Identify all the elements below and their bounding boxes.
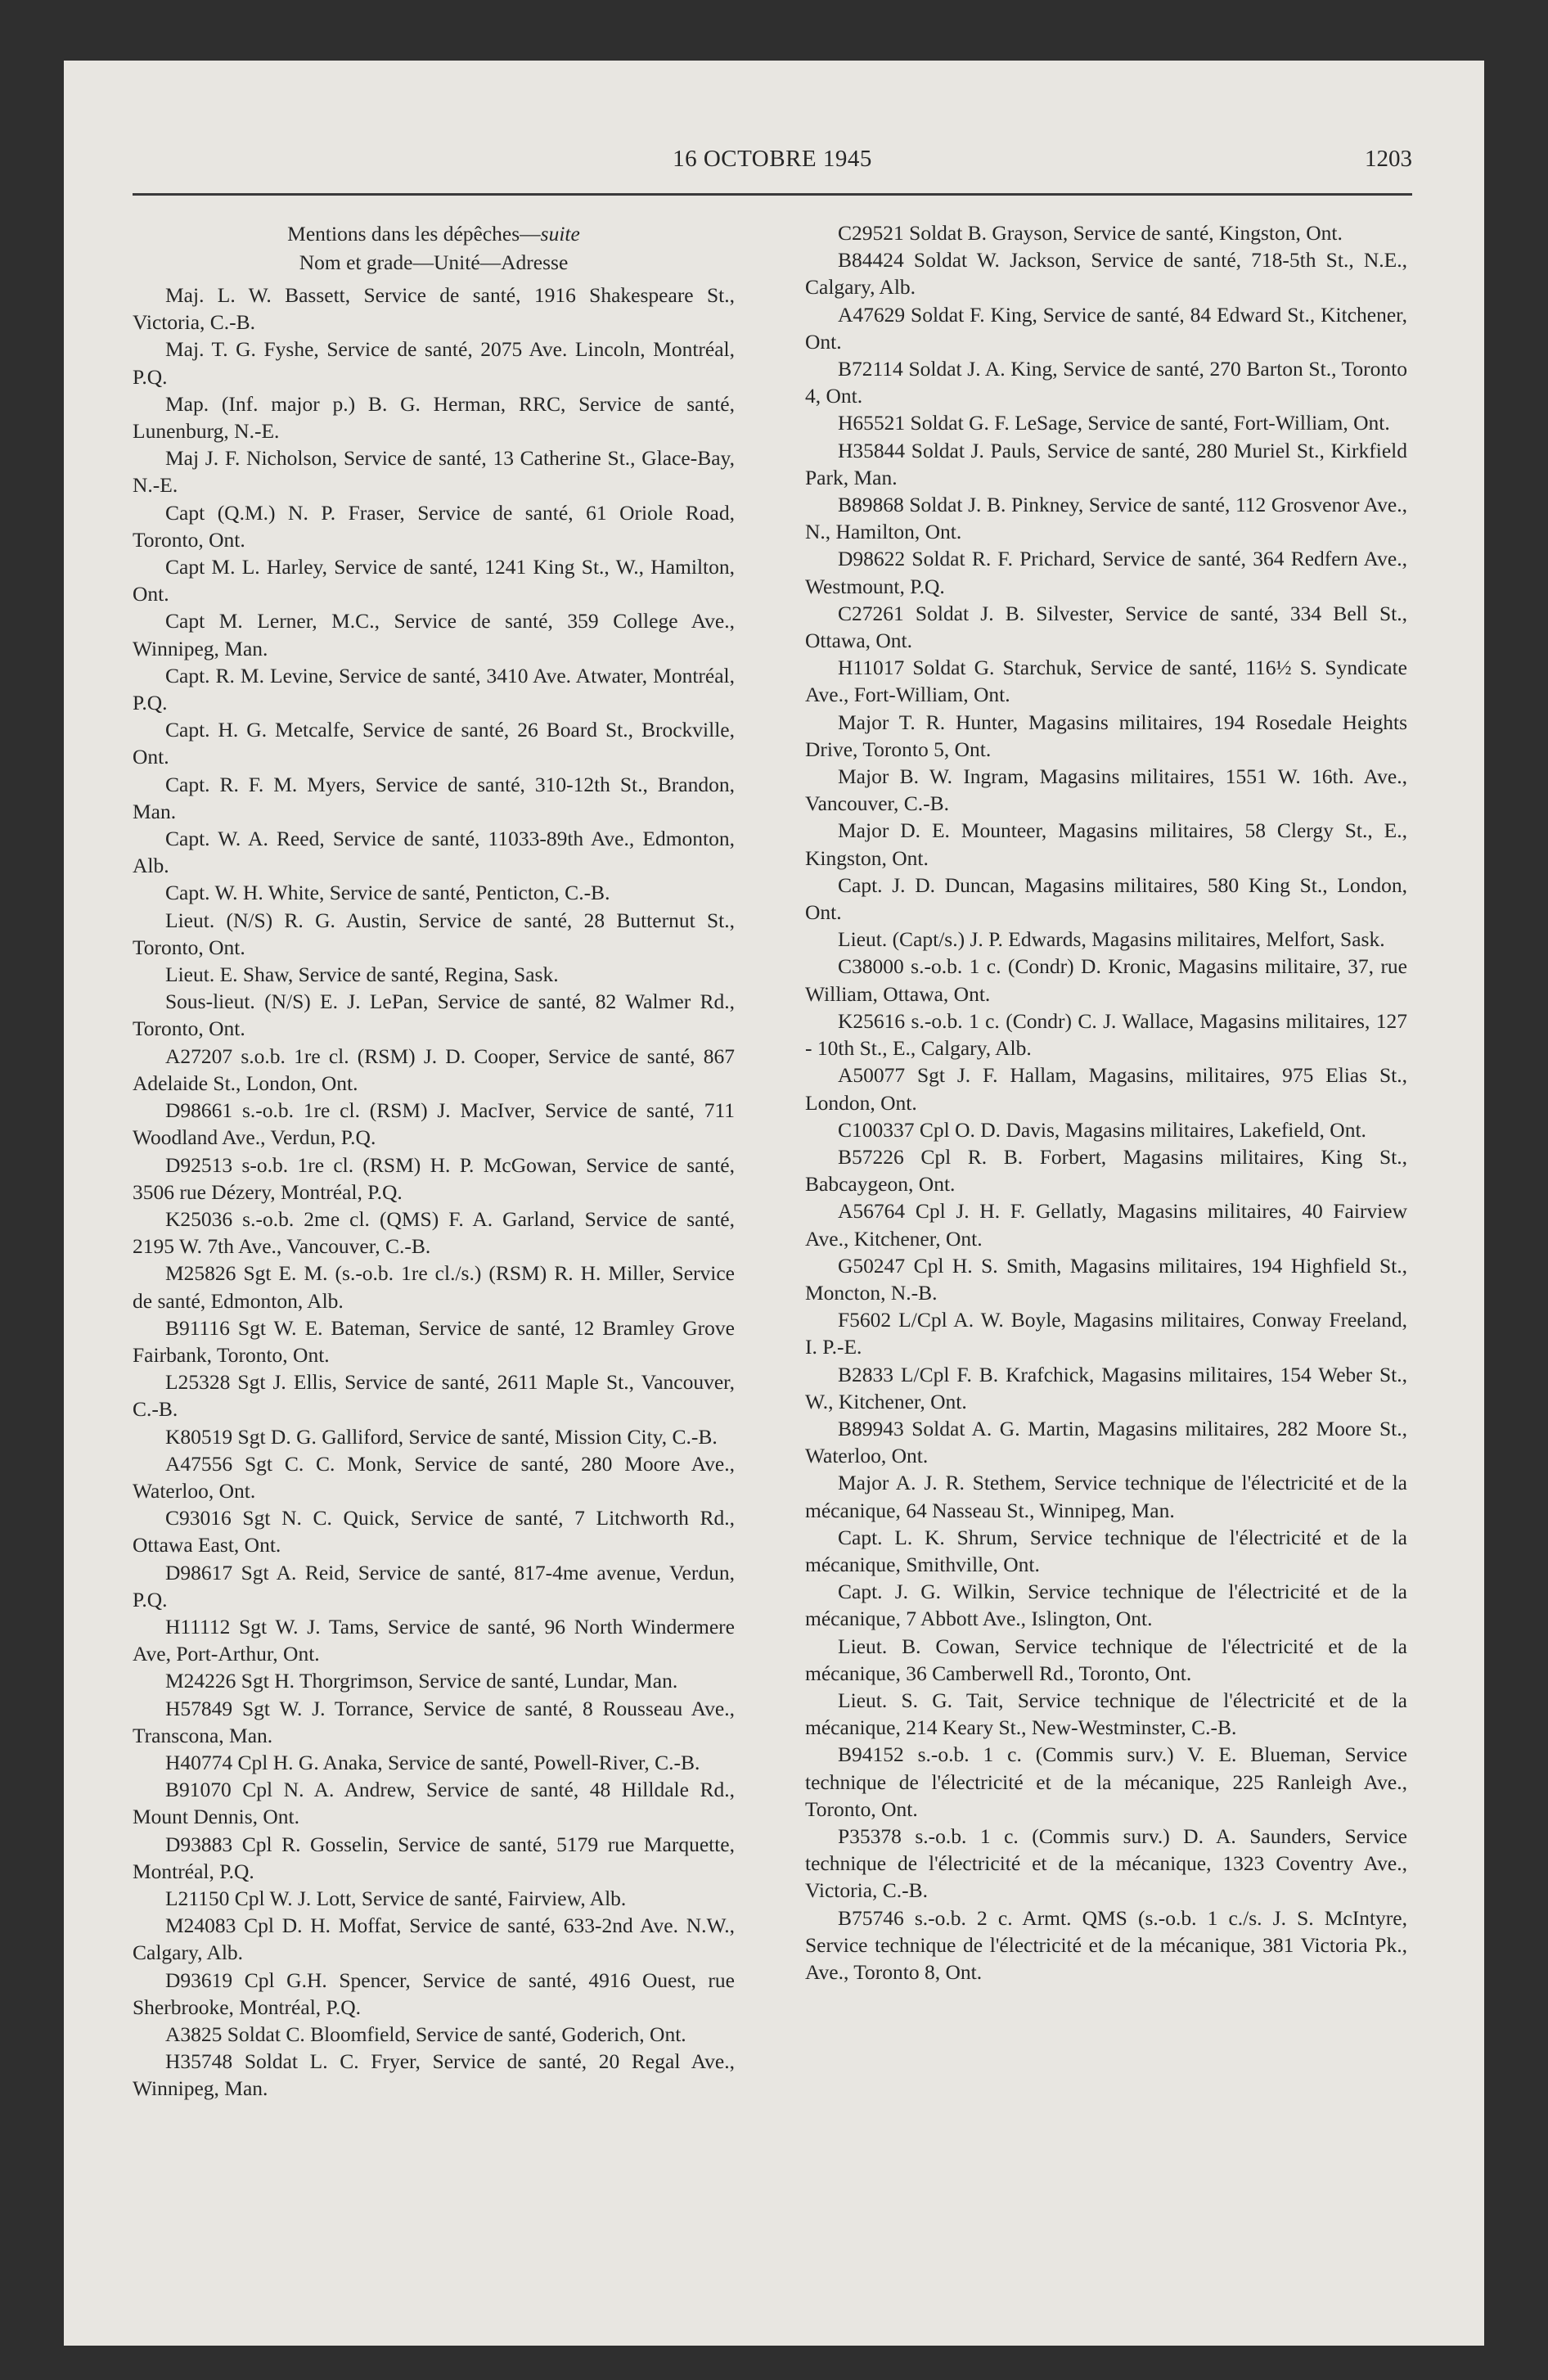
list-item: B72114 Soldat J. A. King, Service de santé, 270 Barton St., Toronto 4, Ont. <box>805 357 1407 408</box>
list-item: D98622 Soldat R. F. Prichard, Service de santé, 364 Redfern Ave., Westmount, P.Q. <box>805 547 1407 598</box>
list-item: M25826 Sgt E. M. (s.-o.b. 1re cl./s.) (RSM) R. H. Miller, Service de santé, Edmonton, Alb. <box>133 1261 735 1313</box>
list-item: A47556 Sgt C. C. Monk, Service de santé, 280 Moore Ave., Waterloo, Ont. <box>133 1451 735 1503</box>
list-item: Map. (Inf. major p.) B. G. Herman, RRC, Service de santé, Lunenburg, N.-E. <box>133 391 735 444</box>
list-item: B75746 s.-o.b. 2 c. Armt. QMS (s.-o.b. 1 c./s. J. S. McIntyre, Service technique de l'électricité et de la mécanique, 381 Victoria Pk., Ave., Toronto 8, Ont. <box>805 1905 1407 1984</box>
list-item: L21150 Cpl W. J. Lott, Service de santé, Fairview, Alb. <box>165 1886 627 1910</box>
list-item: H35844 Soldat J. Pauls, Service de santé, 280 Muriel St., Kirkfield Park, Man. <box>805 438 1407 489</box>
list-item: B2833 L/Cpl F. B. Krafchick, Magasins militaires, 154 Weber St., W., Kitchener, Ont. <box>805 1362 1407 1413</box>
page-number: 1203 <box>1365 146 1412 172</box>
list-item: B57226 Cpl R. B. Forbert, Magasins militaires, King St., Babcaygeon, Ont. <box>805 1144 1407 1197</box>
list-item: C93016 Sgt N. C. Quick, Service de santé, 7 Litchworth Rd., Ottawa East, Ont. <box>133 1506 735 1557</box>
list-item: Capt. J. D. Duncan, Magasins militaires, 580 King St., London, Ont. <box>805 872 1407 925</box>
list-item: H11112 Sgt W. J. Tams, Service de santé, 96 North Windermere Ave, Port-Arthur, Ont. <box>133 1614 735 1666</box>
list-item: Maj. T. G. Fyshe, Service de santé, 2075 Ave. Lincoln, Montréal, P.Q. <box>133 337 735 389</box>
list-item: C38000 s.-o.b. 1 c. (Condr) D. Kronic, Magasins militaire, 37, rue William, Ottawa, Ont. <box>805 954 1407 1006</box>
list-item: Capt. W. A. Reed, Service de santé, 11033-89th Ave., Edmonton, Alb. <box>133 827 735 878</box>
list-item: D92513 s-o.b. 1re cl. (RSM) H. P. McGowan, Service de santé, 3506 rue Dézery, Montréal, P.Q. <box>133 1152 735 1204</box>
list-item: A56764 Cpl J. H. F. Gellatly, Magasins militaires, 40 Fairview Ave., Kitchener, Ont. <box>805 1199 1407 1251</box>
list-item: B89943 Soldat A. G. Martin, Magasins militaires, 282 Moore St., Waterloo, Ont. <box>805 1416 1407 1468</box>
list-item: K25616 s.-o.b. 1 c. (Condr) C. J. Wallace, Magasins militaires, 127 - 10th St., E., Calgary, Alb. <box>805 1008 1407 1061</box>
list-item: Major B. W. Ingram, Magasins militaires, 1551 W. 16th. Ave., Vancouver, C.-B. <box>805 764 1407 816</box>
header-date: 16 OCTOBRE 1945 <box>673 146 872 172</box>
list-item: Capt M. Lerner, M.C., Service de santé, 359 College Ave., Winnipeg, Man. <box>133 609 735 660</box>
section-heading-suffix: suite <box>540 222 580 246</box>
list-item: A27207 s.o.b. 1re cl. (RSM) J. D. Cooper, Service de santé, 867 Adelaide St., London, Ont. <box>133 1044 735 1095</box>
list-item: H11017 Soldat G. Starchuk, Service de santé, 116½ S. Syndicate Ave., Fort-William, Ont. <box>805 656 1407 707</box>
list-item: B91070 Cpl N. A. Andrew, Service de santé, 48 Hilldale Rd., Mount Dennis, Ont. <box>133 1778 735 1829</box>
list-item: Sous-lieut. (N/S) E. J. LePan, Service de santé, 82 Walmer Rd., Toronto, Ont. <box>133 989 735 1041</box>
section-heading-main: Mentions dans les dépêches— <box>287 222 541 246</box>
list-item: D93619 Cpl G.H. Spencer, Service de santé, 4916 Ouest, rue Sherbrooke, Montréal, P.Q. <box>133 1968 735 2019</box>
list-item: D98661 s.-o.b. 1re cl. (RSM) J. MacIver, Service de santé, 711 Woodland Ave., Verdun, P.Q. <box>133 1098 735 1150</box>
list-item: Capt. L. K. Shrum, Service technique de l'électricité et de la mécanique, Smithville, Ont. <box>805 1525 1407 1576</box>
list-item: Lieut. E. Shaw, Service de santé, Regina, Sask. <box>165 962 559 987</box>
list-item: B89868 Soldat J. B. Pinkney, Service de santé, 112 Grosvenor Ave., N., Hamilton, Ont. <box>805 493 1407 544</box>
list-item: Lieut. S. G. Tait, Service technique de l'électricité et de la mécanique, 214 Keary St., New-Westminster, C.-B. <box>805 1688 1407 1740</box>
list-item: C27261 Soldat J. B. Silvester, Service de santé, 334 Bell St., Ottawa, Ont. <box>805 601 1407 653</box>
list-item: C29521 Soldat B. Grayson, Service de santé, Kingston, Ont. <box>838 221 1343 245</box>
list-item: Capt M. L. Harley, Service de santé, 1241 King St., W., Hamilton, Ont. <box>133 555 735 606</box>
right-column <box>805 219 1407 1986</box>
list-item: B91116 Sgt W. E. Bateman, Service de santé, 12 Bramley Grove Fairbank, Toronto, Ont. <box>133 1315 735 1367</box>
list-item: Capt. H. G. Metcalfe, Service de santé, 26 Board St., Brockville, Ont. <box>133 718 735 769</box>
list-item: Capt. W. H. White, Service de santé, Penticton, C.-B. <box>165 881 610 905</box>
list-item: H65521 Soldat G. F. LeSage, Service de santé, Fort-William, Ont. <box>838 411 1390 435</box>
list-item: H40774 Cpl H. G. Anaka, Service de santé, Powell-River, C.-B. <box>165 1750 700 1774</box>
list-item: G50247 Cpl H. S. Smith, Magasins militaires, 194 Highfield St., Moncton, N.-B. <box>805 1253 1407 1305</box>
list-item: A47629 Soldat F. King, Service de santé, 84 Edward St., Kitchener, Ont. <box>805 302 1407 354</box>
page-header <box>133 146 1412 183</box>
list-item: D98617 Sgt A. Reid, Service de santé, 817-4me avenue, Verdun, P.Q. <box>133 1560 735 1611</box>
list-item: Major A. J. R. Stethem, Service technique de l'électricité et de la mécanique, 64 Nasseau St., Winnipeg, Man. <box>805 1471 1407 1522</box>
document-page <box>64 61 1484 2346</box>
list-item: Major T. R. Hunter, Magasins militaires, 194 Rosedale Heights Drive, Toronto 5, Ont. <box>805 710 1407 761</box>
list-item: C100337 Cpl O. D. Davis, Magasins militaires, Lakefield, Ont. <box>838 1117 1366 1142</box>
list-item: K25036 s.-o.b. 2me cl. (QMS) F. A. Garland, Service de santé, 2195 W. 7th Ave., Vancouver, C.-B. <box>133 1206 735 1259</box>
list-item: Maj J. F. Nicholson, Service de santé, 13 Catherine St., Glace-Bay, N.-E. <box>133 446 735 498</box>
list-item: Capt. R. F. M. Myers, Service de santé, 310-12th St., Brandon, Man. <box>133 772 735 823</box>
list-item: Capt. J. G. Wilkin, Service technique de l'électricité et de la mécanique, 7 Abbott Ave., Islington, Ont. <box>805 1580 1407 1631</box>
list-item: M24083 Cpl D. H. Moffat, Service de santé, 633-2nd Ave. N.W., Calgary, Alb. <box>133 1913 735 1965</box>
list-item: Capt. R. M. Levine, Service de santé, 3410 Ave. Atwater, Montréal, P.Q. <box>133 663 735 715</box>
list-item: A3825 Soldat C. Bloomfield, Service de santé, Goderich, Ont. <box>165 2022 686 2046</box>
list-item: H57849 Sgt W. J. Torrance, Service de santé, 8 Rousseau Ave., Transcona, Man. <box>133 1696 735 1747</box>
list-item: Lieut. (Capt/s.) J. P. Edwards, Magasins militaires, Melfort, Sask. <box>838 927 1385 952</box>
list-item: Lieut. B. Cowan, Service technique de l'électricité et de la mécanique, 36 Camberwell Rd., Toronto, Ont. <box>805 1634 1407 1685</box>
list-item: A50077 Sgt J. F. Hallam, Magasins, militaires, 975 Elias St., London, Ont. <box>805 1063 1407 1115</box>
list-item: Maj. L. W. Bassett, Service de santé, 1916 Shakespeare St., Victoria, C.-B. <box>133 283 735 335</box>
list-item: Capt (Q.M.) N. P. Fraser, Service de santé, 61 Oriole Road, Toronto, Ont. <box>133 500 735 552</box>
list-item: Lieut. (N/S) R. G. Austin, Service de santé, 28 Butternut St., Toronto, Ont. <box>133 908 735 959</box>
list-item: P35378 s.-o.b. 1 c. (Commis surv.) D. A. Saunders, Service technique de l'électricité et de la mécanique, 1323 Coventry Ave., Victoria, C.-B. <box>805 1823 1407 1903</box>
list-item: F5602 L/Cpl A. W. Boyle, Magasins militaires, Conway Freeland, I. P.-E. <box>805 1308 1407 1359</box>
list-item: M24226 Sgt H. Thorgrimson, Service de santé, Lundar, Man. <box>165 1669 678 1693</box>
left-column <box>133 219 735 2103</box>
list-item: B84424 Soldat W. Jackson, Service de santé, 718-5th St., N.E., Calgary, Alb. <box>805 248 1407 300</box>
header-rule <box>133 193 1412 196</box>
section-subheading: Nom et grade—Unité—Adresse <box>299 250 569 274</box>
list-item: K80519 Sgt D. G. Galliford, Service de santé, Mission City, C.-B. <box>165 1424 718 1449</box>
list-item: D93883 Cpl R. Gosselin, Service de santé, 5179 rue Marquette, Montréal, P.Q. <box>133 1832 735 1883</box>
list-item: B94152 s.-o.b. 1 c. (Commis surv.) V. E. Blueman, Service technique de l'électricité et de la mécanique, 225 Ranleigh Ave., Toronto, Ont. <box>805 1742 1407 1821</box>
list-item: H35748 Soldat L. C. Fryer, Service de santé, 20 Regal Ave., Winnipeg, Man. <box>133 2049 735 2101</box>
section-heading <box>133 219 735 248</box>
list-item: Major D. E. Mounteer, Magasins militaires, 58 Clergy St., E., Kingston, Ont. <box>805 818 1407 870</box>
list-item: L25328 Sgt J. Ellis, Service de santé, 2611 Maple St., Vancouver, C.-B. <box>133 1370 735 1422</box>
